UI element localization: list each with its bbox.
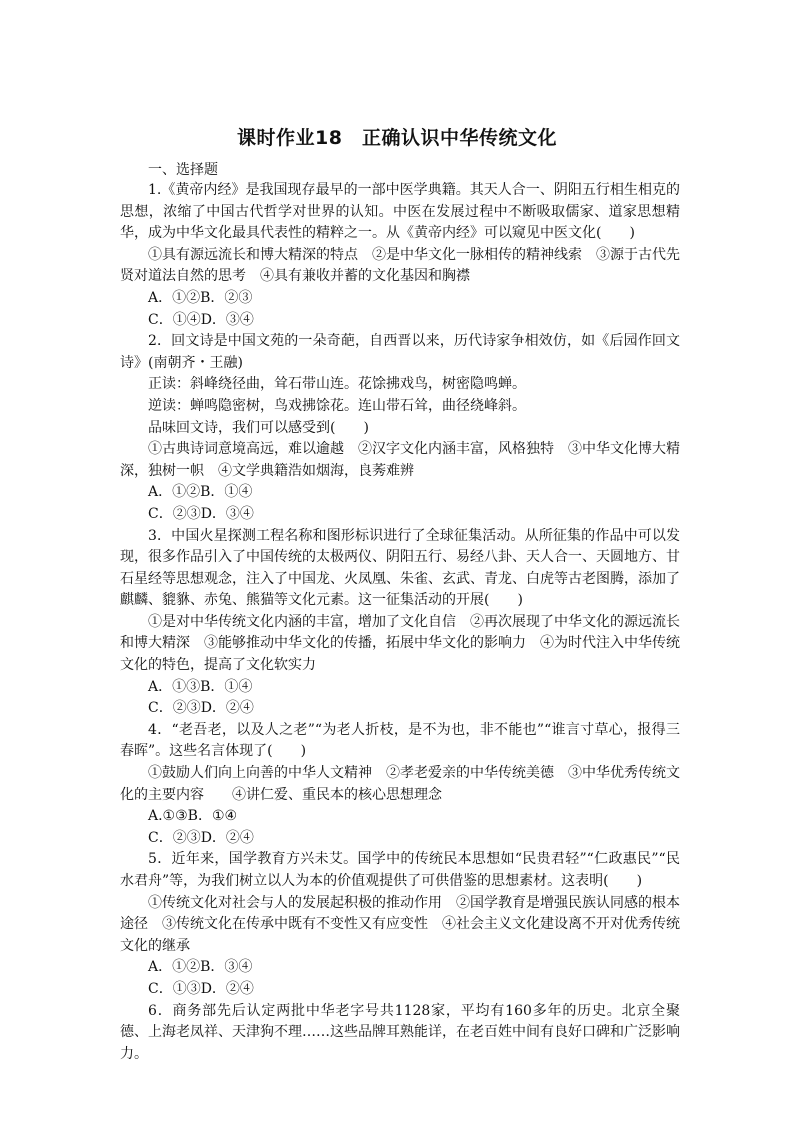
- question-2-forward-reading: 正读：斜峰绕径曲，耸石带山连。花馀拂戏鸟，树密隐鸣蝉。: [148, 376, 526, 393]
- question-4-statements: ①鼓励人们向上向善的中华人文精神 ②孝老爱亲的中华传统美德 ③中华优秀传统文化的主要内容 ④讲仁爱、重民本的核心思想理念: [120, 765, 680, 803]
- question-6-stem: 6．商务部先后认定两批中华老字号共1128家，平均有160多年的历史。北京全聚德、上海老凤祥、天津狗不理……这些品牌耳熟能详，在老百姓中间有良好口碑和广泛影响力。: [120, 1002, 680, 1062]
- question-5-stem: 5．近年来，国学教育方兴未艾。国学中的传统民本思想如“民贵君轻”“仁政惠民”“民水君舟”等，为我们树立以人为本的价值观提供了可供借鉴的思想素材。这表明( ): [120, 851, 680, 889]
- question-1-stem: 1.《黄帝内经》是我国现存最早的一部中医学典籍。其天人合一、阴阳五行相生相克的思想，浓缩了中国古代哲学对世界的认知。中医在发展过程中不断吸取儒家、道家思想精华，成为中华文化最具代表性的精粹之一。从《黄帝内经》可以窥见中医文化( ): [120, 182, 680, 242]
- question-2-options-ab: A．①②B．①④: [148, 484, 253, 501]
- question-2-stem: 2．回文诗是中国文苑的一朵奇葩，自西晋以来，历代诗家争相效仿，如《后园作回文诗》(南朝齐・王融): [120, 333, 680, 371]
- question-1-statements: ①具有源远流长和博大精深的特点 ②是中华文化一脉相传的精神线索 ③源于古代先贤对道法自然的思考 ④具有兼收并蓄的文化基因和胸襟: [120, 246, 680, 285]
- question-3-options-cd: C．②③D．②④: [148, 700, 254, 717]
- question-4-stem: 4．“老吾老，以及人之老”“为老人折枝，是不为也，非不能也”“谁言寸草心，报得三春晖”。这些名言体现了( ): [120, 721, 680, 760]
- question-5-statements: ①传统文化对社会与人的发展起积极的推动作用 ②国学教育是增强民族认同感的根本途径 ③传统文化在传承中既有不变性又有应变性 ④社会主义文化建设离不开对优秀传统文化的继承: [120, 894, 680, 954]
- question-5-options-cd: C．①③D．②④: [148, 980, 254, 997]
- question-4-options-ab: A.①③B．①④: [148, 808, 238, 825]
- question-2-statements: ①古典诗词意境高远，难以逾越 ②汉字文化内涵丰富，风格独特 ③中华文化博大精深，独树一帜 ④文学典籍浩如烟海，良莠难辨: [120, 441, 680, 479]
- question-list: [120, 180, 680, 1065]
- question-1-options-cd: C．①④D．③④: [148, 311, 254, 328]
- section-heading: 一、选择题: [148, 162, 218, 178]
- question-5-options-ab: A．①②B．③④: [148, 959, 253, 976]
- question-2-prompt: 品味回文诗，我们可以感受到( ): [148, 419, 369, 436]
- question-2-options-cd: C．②③D．③④: [148, 505, 254, 522]
- question-2-reverse-reading: 逆读：蝉鸣隐密树，鸟戏拂馀花。连山带石耸，曲径绕峰斜。: [148, 397, 526, 414]
- question-3-statements: ①是对中华传统文化内涵的丰富，增加了文化自信 ②再次展现了中华文化的源远流长和博大精深 ③能够推动中华文化的传播，拓展中华文化的影响力 ④为时代注入中华传统文化的特色，提高了文化软实力: [120, 613, 680, 674]
- page-title: 课时作业18 正确认识中华传统文化: [237, 127, 557, 149]
- question-3-stem: 3．中国火星探测工程名称和图形标识进行了全球征集活动。从所征集的作品中可以发现，很多作品引入了中国传统的太极两仪、阴阳五行、易经八卦、天人合一、天圆地方、甘石星经等思想观念，注入了中国龙、火凤凰、朱雀、玄武、青龙、白虎等古老图腾，添加了麒麟、貔貅、赤兔、熊猫等文化元素。这一征集活动的开展( ): [120, 527, 680, 609]
- question-4-options-cd: C．②③D．②④: [148, 829, 254, 846]
- question-3-options-ab: A．①③B．①④: [148, 678, 253, 695]
- question-1-options-ab: A．①②B．②③: [148, 289, 253, 306]
